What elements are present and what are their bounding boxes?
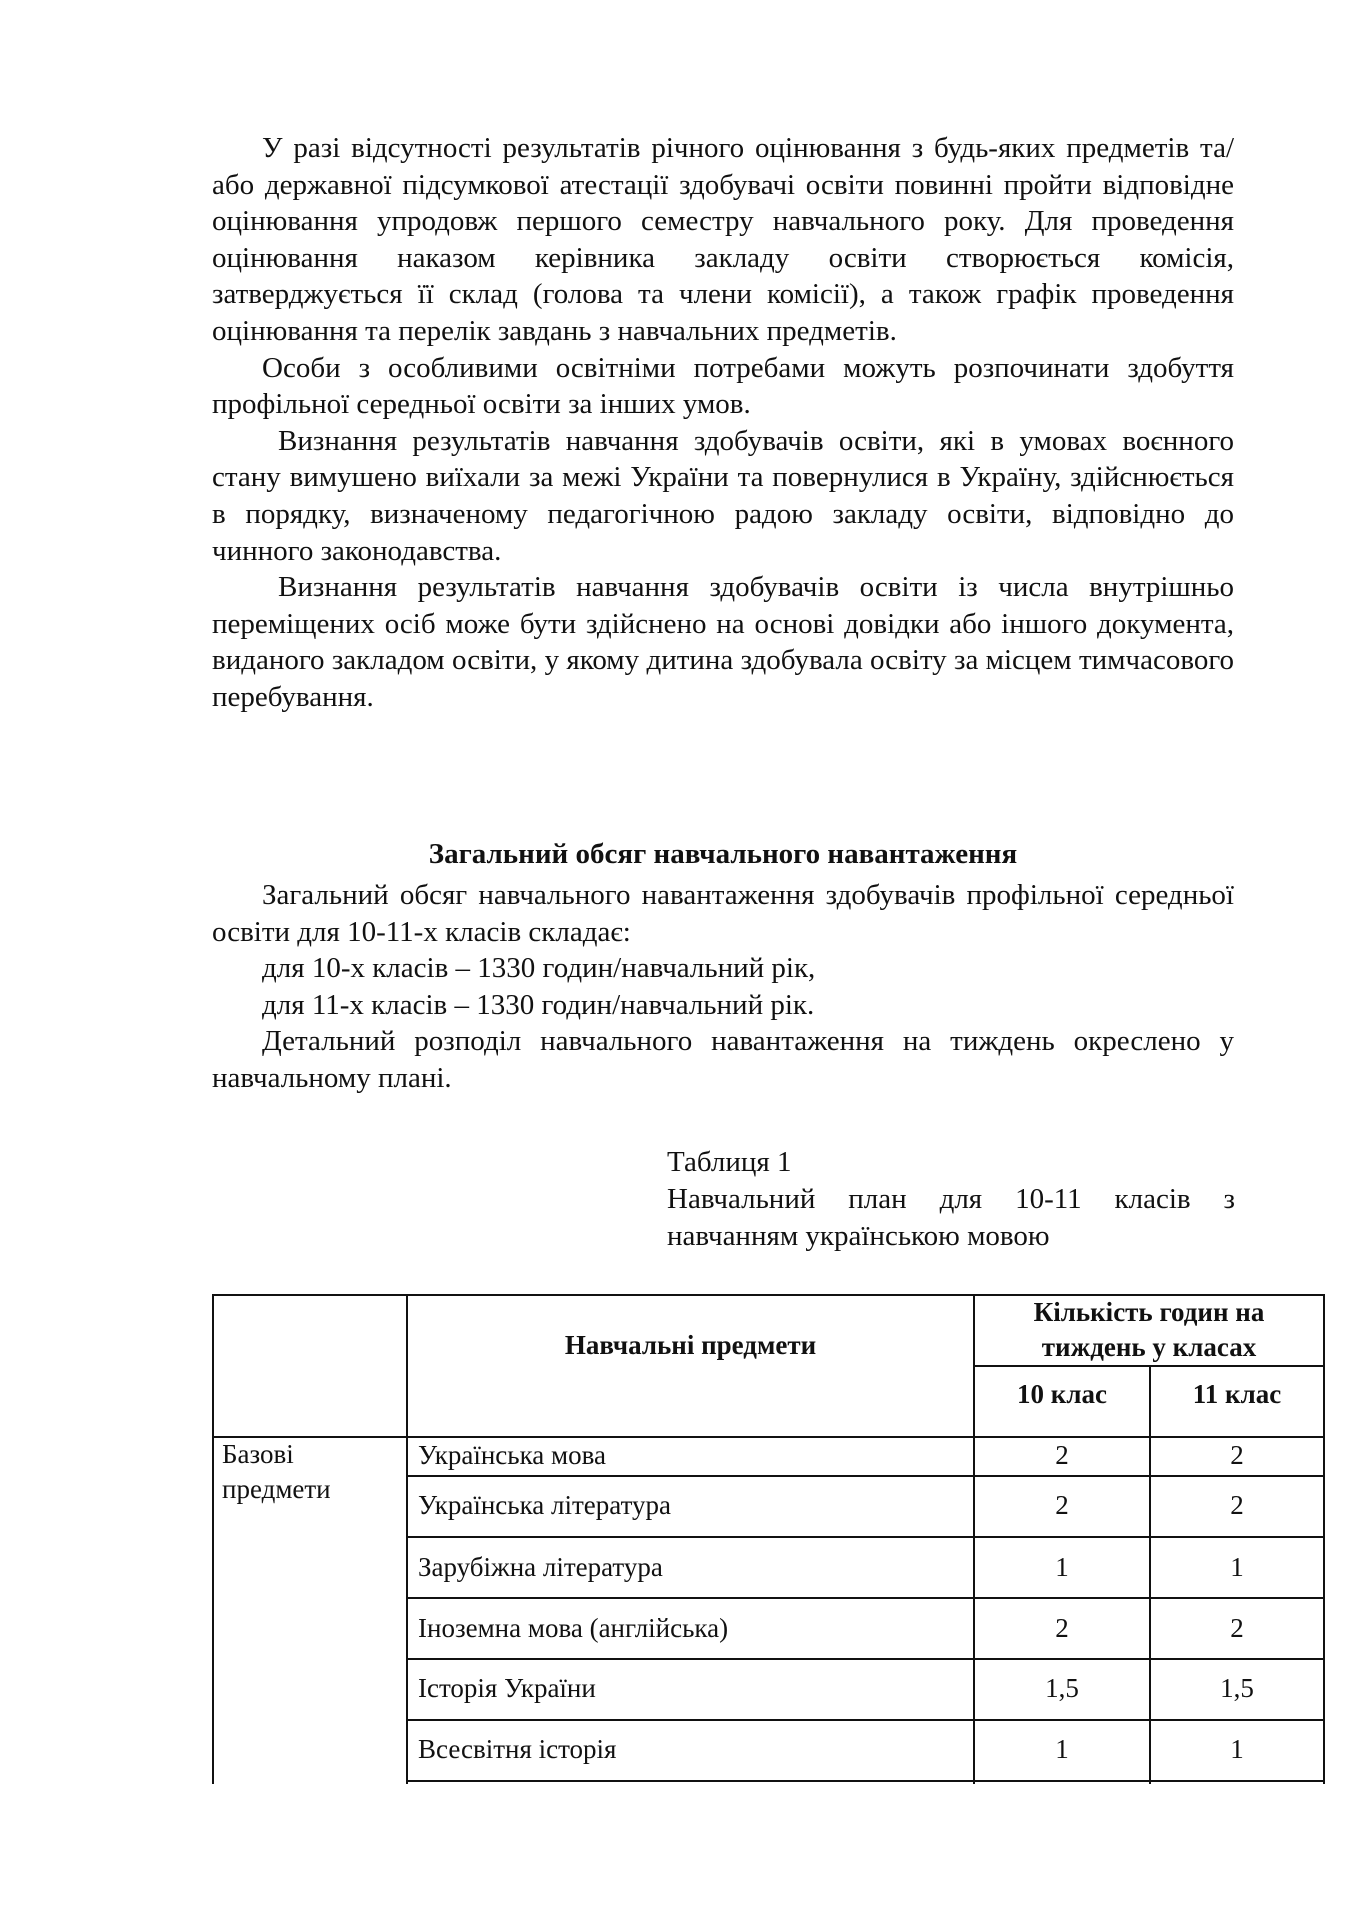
- table-cell-grade10: 1: [1055, 1552, 1069, 1582]
- paragraph-missing-assessment: У разі відсутності результатів річного оцінювання з будь-яких предметів та/або державної підсумкової атестації здобувачі освіти повинні пройти відповідне оцінювання упродовж першого семестру навчального року. Для проведення оцінювання наказом керівника закладу освіти створюється комісія, затверджується її склад (голова та члени комісії), а також графік проведення оцінювання та перелік завдань з навчальних предметів.: [212, 132, 1234, 347]
- table-label: Таблиця 1: [667, 1146, 792, 1178]
- header-hours-per-week: Кількість годин на тиждень у класах: [1033, 1297, 1265, 1362]
- table-row-subject: Українська література: [418, 1490, 672, 1520]
- table-title-line1: Навчальний план для 10-11 класів з: [667, 1183, 1235, 1215]
- header-subjects: Навчальні предмети: [564, 1330, 817, 1360]
- section-title: Загальний обсяг навчального навантаження: [428, 838, 1018, 870]
- paragraph-special-needs: Особи з особливими освітніми потребами можуть розпочинати здобуття профільної середньої освіти за інших умов.: [212, 351, 1234, 421]
- table-cell-grade11: 1: [1230, 1734, 1244, 1764]
- header-grade10: 10 клас: [1017, 1379, 1107, 1409]
- table-row-subject: Українська мова: [418, 1440, 606, 1470]
- paragraph-grade10-load: для 10-х класів – 1330 годин/навчальний рік,: [262, 952, 816, 985]
- table-divider-group: [406, 1294, 408, 1784]
- table-row-subject: Іноземна мова (англійська): [418, 1613, 729, 1643]
- table-cell-grade10: 2: [1055, 1440, 1069, 1470]
- table-row-line: [406, 1536, 1324, 1538]
- table-cell-grade11: 2: [1230, 1613, 1244, 1643]
- paragraph-idp-recognition: Визнання результатів навчання здобувачів освіти із числа внутрішньо переміщених осіб може бути здійснено на основі довідки або іншого документа, виданого закладом освіти, у якому дитина здобувала освіту за місцем тимчасового перебування.: [212, 571, 1234, 713]
- table-divider-grades: [1149, 1365, 1151, 1784]
- table-line-header-bottom: [212, 1436, 1324, 1438]
- table-cell-grade11: 1: [1230, 1552, 1244, 1582]
- table-cell-grade10: 1: [1055, 1734, 1069, 1764]
- paragraph-grade11-load: для 11-х класів – 1330 годин/навчальний рік.: [262, 988, 815, 1021]
- table-border-top: [212, 1294, 1324, 1296]
- table-row-subject: Зарубіжна література: [418, 1552, 663, 1582]
- table-cell-grade10: 2: [1055, 1613, 1069, 1643]
- table-row-line: [406, 1658, 1324, 1660]
- paragraph-load-intro: Загальний обсяг навчального навантаження здобувачів профільної середньої освіти для 10-11-х класів складає:: [212, 879, 1234, 948]
- table-row-subject: Всесвітня історія: [418, 1734, 617, 1764]
- table-cell-grade11: 2: [1230, 1440, 1244, 1470]
- body-text-top: [212, 130, 1234, 716]
- table-cell-grade10: 1,5: [1045, 1673, 1079, 1703]
- paragraph-load-detail: Детальний розподіл навчального навантаження на тиждень окреслено у навчальному плані.: [212, 1025, 1234, 1094]
- table-cell-grade11: 2: [1230, 1490, 1244, 1520]
- header-grade11: 11 клас: [1192, 1379, 1282, 1409]
- table-border-left: [212, 1294, 214, 1784]
- table-row-line: [406, 1475, 1324, 1477]
- table-line-hours-subheader: [973, 1365, 1324, 1367]
- body-text-section: [212, 877, 1234, 1097]
- table-border-bottom: [406, 1780, 1324, 1782]
- table-caption: [667, 1144, 1235, 1255]
- table-divider-subject: [973, 1294, 975, 1784]
- table-cell-grade11: 1,5: [1220, 1673, 1254, 1703]
- table-cell-grade10: 2: [1055, 1490, 1069, 1520]
- table-row-subject: Історія України: [418, 1673, 596, 1703]
- paragraph-wartime-recognition: Визнання результатів навчання здобувачів освіти, які в умовах воєнного стану вимушено виїхали за межі України та повернулися в Україну, здійснюється в порядку, визначеному педагогічною радою закладу освіти, відповідно до чинного законодавства.: [212, 424, 1234, 567]
- table-border-right: [1323, 1294, 1325, 1784]
- table-row-line: [406, 1719, 1324, 1721]
- table-row-line: [406, 1597, 1324, 1599]
- group-label-basic: Базові предмети: [222, 1439, 331, 1504]
- table-title-line2: навчанням українською мовою: [667, 1220, 1050, 1252]
